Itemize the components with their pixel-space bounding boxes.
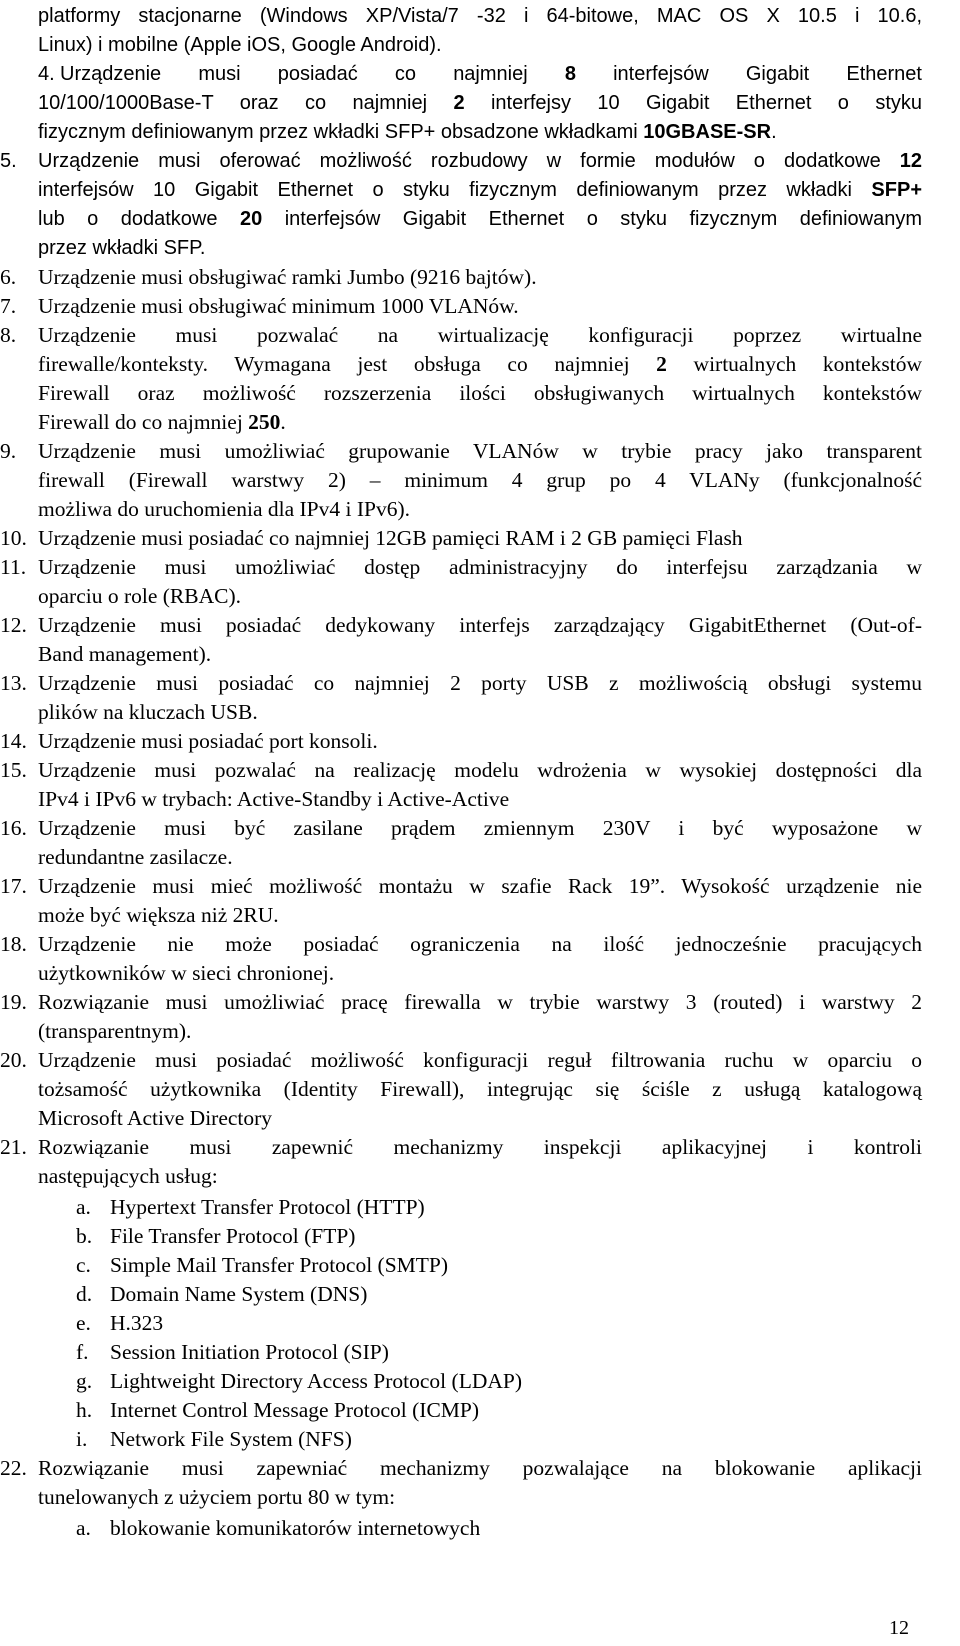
item-11-line-2: oparciu o role (RBAC). — [38, 584, 242, 608]
item-number: 12. — [0, 613, 27, 637]
item-21-line-1: Rozwiązanie musi zapewnić mechanizmy inspekcji aplikacyjnej i kontroli — [38, 1135, 922, 1159]
item-15-line-1: Urządzenie musi pozwalać na realizację modelu wdrożenia w wysokiej dostępności dla — [38, 758, 922, 782]
item-6-text: Urządzenie musi obsługiwać ramki Jumbo (9216 bajtów). — [38, 265, 537, 289]
item-number: 9. — [0, 439, 17, 463]
item-5-line-2-text: interfejsów 10 Gigabit Ethernet o styku fizycznym definiowanym przez wkładki — [38, 179, 872, 201]
sublist-letter: e. — [76, 1311, 91, 1335]
sublist-item: Session Initiation Protocol (SIP) — [110, 1340, 389, 1364]
item-12-line-2: Band management). — [38, 642, 212, 666]
item-8-bold-250: 250 — [248, 410, 281, 434]
item-5-line-1-text: Urządzenie musi oferować możliwość rozbudowy w formie modułów o dodatkowe — [38, 150, 900, 172]
sublist-item: File Transfer Protocol (FTP) — [110, 1224, 356, 1248]
item-number: 15. — [0, 758, 27, 782]
item-4-line-3 — [38, 118, 777, 147]
item-8-line-2-text-c: wirtualnych kontekstów — [666, 352, 922, 376]
item-5-line-4: przez wkładki SFP. — [38, 237, 206, 259]
sublist-letter: g. — [76, 1369, 93, 1393]
item-16-line-2: redundantne zasilacze. — [38, 845, 233, 869]
item-20-line-3: Microsoft Active Directory — [38, 1106, 273, 1130]
item-9-line-2: firewall (Firewall warstwy 2) – minimum 4 grup po 4 VLANy (funkcjonalność — [38, 468, 922, 492]
item-14-text: Urządzenie musi posiadać port konsoli. — [38, 729, 378, 753]
sublist-letter: b. — [76, 1224, 93, 1248]
item-number: 7. — [0, 294, 17, 318]
item-number: 14. — [0, 729, 27, 753]
item-number: 18. — [0, 932, 27, 956]
sublist-item: Network File System (NFS) — [110, 1427, 352, 1451]
item-5-line-1 — [38, 147, 922, 176]
sublist-item: H.323 — [110, 1311, 164, 1335]
item-8-line-1: Urządzenie musi pozwalać na wirtualizację konfiguracji poprzez wirtualne — [38, 323, 922, 347]
item-number: 5. — [0, 150, 17, 172]
sublist-item: Simple Mail Transfer Protocol (SMTP) — [110, 1253, 449, 1277]
page-number: 12 — [889, 1617, 909, 1639]
item-4-text-a: Urządzenie musi posiadać co najmniej 8 interfejsów Gigabit Ethernet — [60, 63, 922, 85]
item-number: 21. — [0, 1135, 27, 1159]
sublist-letter: h. — [76, 1398, 93, 1422]
item-10-text: Urządzenie musi posiadać co najmniej 12GB pamięci RAM i 2 GB pamięci Flash — [38, 526, 743, 550]
item-19-line-1: Rozwiązanie musi umożliwiać pracę firewalla w trybie warstwy 3 (routed) i warstwy 2 — [38, 990, 922, 1014]
item-number: 11. — [0, 555, 27, 579]
item-5-bold-sfp: SFP+ — [871, 179, 922, 201]
item-13-line-2: plików na kluczach USB. — [38, 700, 258, 724]
item-19-line-2: (transparentnym). — [38, 1019, 192, 1043]
item-20-line-2: tożsamość użytkownika (Identity Firewall), integrując się ściśle z usługą katalogową — [38, 1077, 922, 1101]
intro-line-2: Linux) i mobilne (Apple iOS, Google Android). — [38, 34, 442, 56]
item-4-line-3-text: fizycznym definiowanym przez wkładki SFP+ obsadzone wkładkami — [38, 121, 644, 143]
sublist-item: Lightweight Directory Access Protocol (LDAP) — [110, 1369, 522, 1393]
item-12-line-1: Urządzenie musi posiadać dedykowany interfejs zarządzający GigabitEthernet (Out-of- — [38, 613, 922, 637]
item-4-period: . — [771, 121, 777, 143]
item-4-bold-8: 8 — [564, 63, 576, 85]
item-17-line-1: Urządzenie musi mieć możliwość montażu w szafie Rack 19”. Wysokość urządzenie nie — [38, 874, 922, 898]
item-number: 10. — [0, 526, 27, 550]
item-5-line-2 — [38, 176, 922, 205]
item-15-line-2: IPv4 i IPv6 w trybach: Active-Standby i Active-Active — [38, 787, 510, 811]
sublist-letter: a. — [76, 1516, 91, 1540]
item-number: 4. — [38, 63, 55, 85]
item-16-line-1: Urządzenie musi być zasilane prądem zmiennym 230V i być wyposażone w — [38, 816, 922, 840]
item-9-line-1: Urządzenie musi umożliwiać grupowanie VLANów w trybie pracy jako transparent — [38, 439, 922, 463]
item-number: 20. — [0, 1048, 27, 1072]
item-8-bold-2: 2 — [656, 352, 667, 376]
sublist-letter: f. — [76, 1340, 89, 1364]
item-number: 17. — [0, 874, 27, 898]
sublist-letter: c. — [76, 1253, 91, 1277]
item-5-line-3-text-c: interfejsów Gigabit Ethernet o styku fizycznym definiowanym — [262, 208, 922, 230]
item-8-period: . — [280, 410, 286, 434]
sublist-letter: a. — [76, 1195, 91, 1219]
item-number: 16. — [0, 816, 27, 840]
item-22-line-2: tunelowanych z użyciem portu 80 w tym: — [38, 1485, 396, 1509]
item-number: 8. — [0, 323, 17, 347]
item-11-line-1: Urządzenie musi umożliwiać dostęp administracyjny do interfejsu zarządzania w — [38, 555, 922, 579]
item-5-line-3 — [38, 205, 922, 234]
intro-line-1: platformy stacjonarne (Windows XP/Vista/7 -32 i 64-bitowe, MAC OS X 10.5 i 10.6, — [38, 5, 922, 27]
item-4-line-1 — [60, 60, 922, 89]
item-4-line-2: 10/100/1000Base-T oraz co najmniej 2 interfejsy 10 Gigabit Ethernet o styku — [38, 92, 922, 114]
item-8-line-3: Firewall oraz możliwość rozszerzenia ilości obsługiwanych wirtualnych kontekstów — [38, 381, 922, 405]
item-22-line-1: Rozwiązanie musi zapewniać mechanizmy pozwalające na blokowanie aplikacji — [38, 1456, 922, 1480]
item-5-bold-20: 20 — [239, 208, 263, 230]
item-number: 6. — [0, 265, 17, 289]
item-8-line-2-text-a: firewalle/konteksty. Wymagana jest obsługa co najmniej — [38, 352, 657, 376]
sublist-item: Internet Control Message Protocol (ICMP) — [110, 1398, 480, 1422]
item-18-line-2: użytkowników w sieci chronionej. — [38, 961, 335, 985]
item-5-bold-12: 12 — [899, 150, 922, 172]
item-21-line-2: następujących usług: — [38, 1164, 218, 1188]
sublist-item: Hypertext Transfer Protocol (HTTP) — [110, 1195, 425, 1219]
sublist-item: blokowanie komunikatorów internetowych — [110, 1516, 481, 1540]
item-number: 22. — [0, 1456, 27, 1480]
sublist-letter: d. — [76, 1282, 93, 1306]
item-8-line-2 — [38, 350, 922, 379]
item-18-line-1: Urządzenie nie może posiadać ograniczenia na ilość jednocześnie pracujących — [38, 932, 922, 956]
item-17-line-2: może być większa niż 2RU. — [38, 903, 279, 927]
item-4-sr-module: 10GBASE-SR — [643, 121, 772, 143]
item-7-text: Urządzenie musi obsługiwać minimum 1000 VLANów. — [38, 294, 519, 318]
item-13-line-1: Urządzenie musi posiadać co najmniej 2 porty USB z możliwością obsługi systemu — [38, 671, 922, 695]
item-number: 13. — [0, 671, 27, 695]
item-8-line-4 — [38, 408, 286, 437]
sublist-letter: i. — [76, 1427, 88, 1451]
item-9-line-3: możliwa do uruchomienia dla IPv4 i IPv6). — [38, 497, 410, 521]
item-4-bold-2: 2 — [453, 92, 465, 114]
item-5-line-3-text-a: lub o dodatkowe — [38, 208, 240, 230]
item-8-line-4-text: Firewall do co najmniej — [38, 410, 249, 434]
item-20-line-1: Urządzenie musi posiadać możliwość konfiguracji reguł filtrowania ruchu w oparciu o — [38, 1048, 922, 1072]
sublist-item: Domain Name System (DNS) — [110, 1282, 368, 1306]
item-number: 19. — [0, 990, 27, 1014]
